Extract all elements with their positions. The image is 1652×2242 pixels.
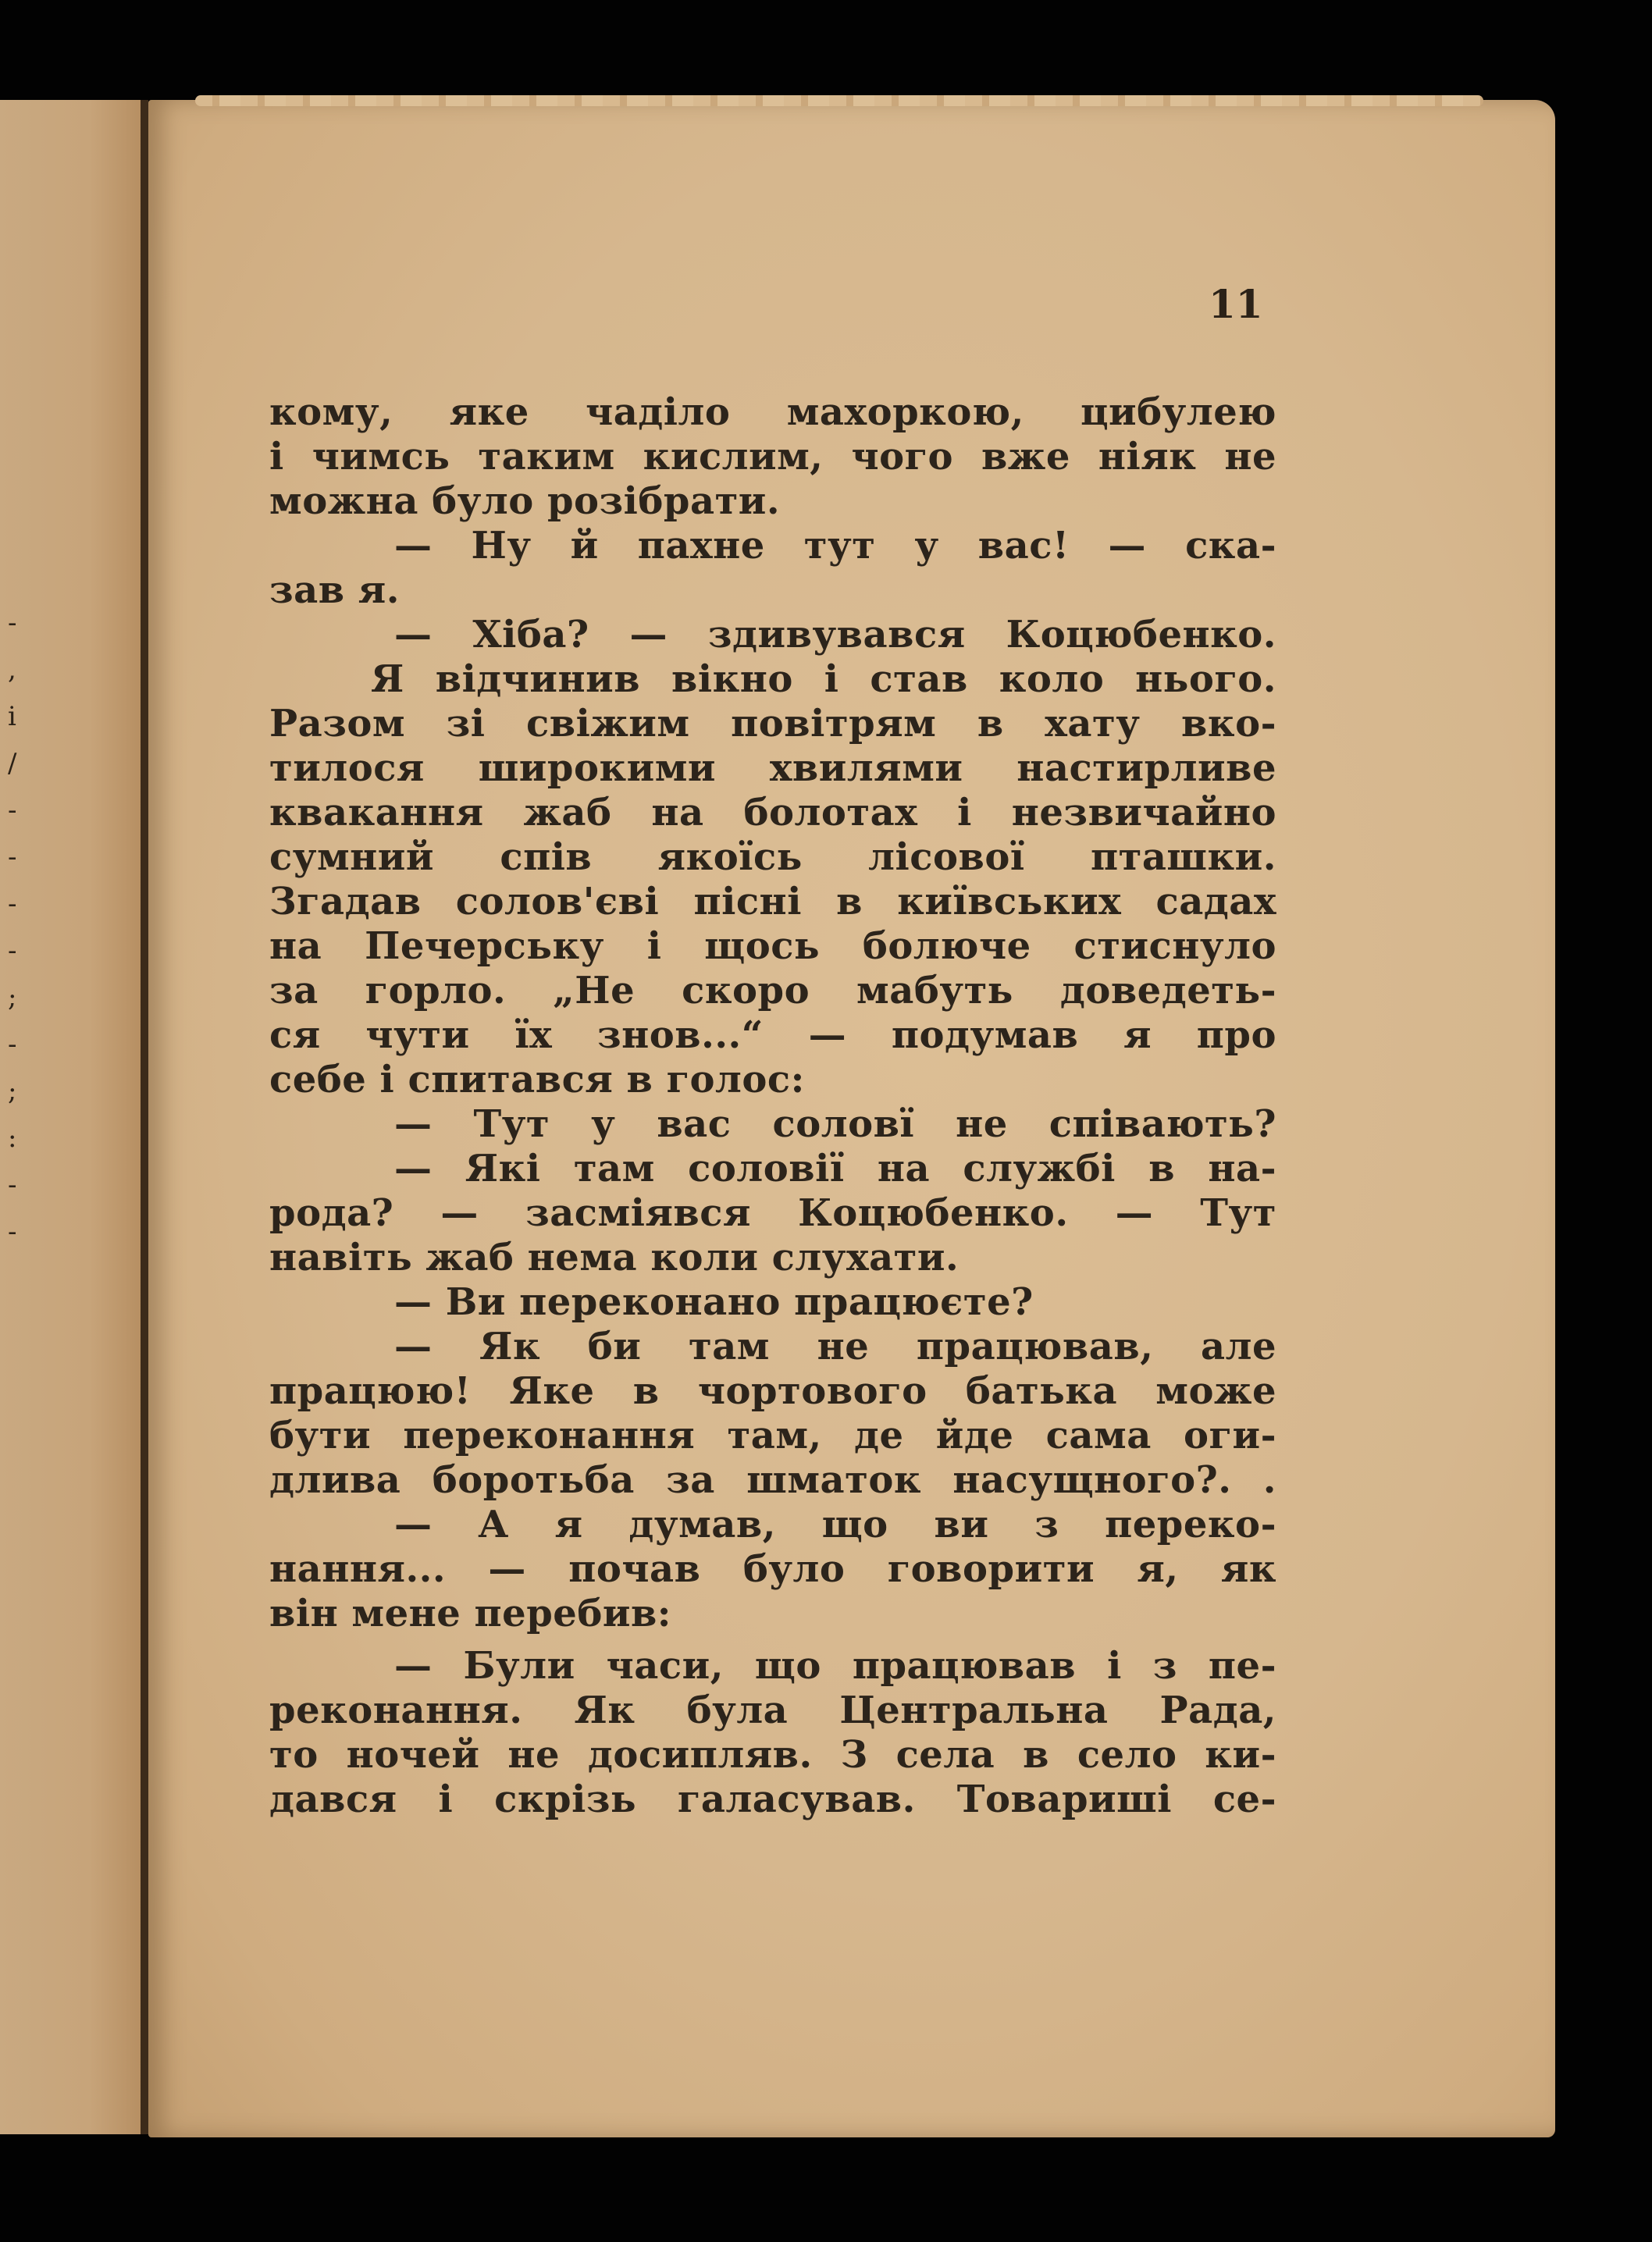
text-line: квакання жаб на болотах і незвичайно	[269, 791, 1276, 835]
previous-page-marks	[8, 600, 23, 1255]
text-line: на Печерську і щось болюче стиснуло	[269, 924, 1276, 968]
text-line: бути переконання там, де йде сама оги-	[269, 1414, 1276, 1457]
text-line: — А я думав, що ви з переко-	[394, 1503, 1276, 1546]
previous-page-mark: -	[8, 842, 17, 873]
text-line: — Ну й пахне тут у вас! — ска-	[394, 524, 1276, 568]
text-line: — Ви переконано працюєте?	[394, 1280, 1034, 1324]
text-line: навіть жаб нема коли слухати.	[269, 1236, 960, 1279]
previous-page-mark: -	[8, 607, 17, 639]
page-number: 11	[1209, 281, 1263, 327]
text-line: за горло. „Не скоро мабуть доведеть-	[269, 969, 1276, 1012]
text-line: — Як би там не працював, але	[394, 1325, 1276, 1368]
previous-page-mark: ,	[8, 654, 16, 685]
text-line: працюю! Яке в чортового батька може	[269, 1369, 1276, 1413]
previous-page-mark: -	[8, 795, 17, 826]
previous-page-mark: ;	[8, 982, 17, 1013]
text-line: він мене перебив:	[269, 1592, 672, 1635]
text-line: тилося широкими хвилями настирливе	[269, 746, 1276, 790]
text-line: можна було розібрати.	[269, 479, 781, 523]
text-line: — Хіба? — здивувався Коцюбенко.	[394, 613, 1276, 657]
previous-page-mark: -	[8, 1169, 17, 1201]
text-line: сумний спів якоїсь лісової пташки.	[269, 835, 1276, 879]
previous-page-mark: -	[8, 935, 17, 966]
text-line: ся чути їх знов...“ — подумав я про	[269, 1013, 1276, 1057]
text-line: нання... — почав було говорити я, як	[269, 1547, 1276, 1591]
previous-page-mark: -	[8, 888, 17, 920]
text-line: Я відчинив вікно і став коло нього.	[371, 657, 1276, 701]
text-line: Згадав солов'єві пісні в київських садах	[269, 880, 1276, 923]
text-line: себе і спитався в голос:	[269, 1058, 805, 1101]
previous-page-mark: :	[8, 1123, 17, 1154]
text-line: Разом зі свіжим повітрям в хату вко-	[269, 702, 1276, 746]
text-line: — Були часи, що працював і з пе-	[394, 1644, 1276, 1688]
text-line: длива боротьба за шматок насущного?. .	[269, 1458, 1276, 1502]
text-line: рода? — засміявся Коцюбенко. — Тут	[269, 1191, 1276, 1235]
text-line: дався і скрізь галасував. Товариші се-	[269, 1778, 1276, 1821]
text-line: — Які там соловії на службі в на-	[394, 1147, 1276, 1190]
previous-page-mark: /	[8, 748, 17, 779]
previous-page-edge	[0, 100, 148, 2134]
text-line: і чимсь таким кислим, чого вже ніяк не	[269, 435, 1276, 479]
page-body-text	[269, 390, 1276, 1822]
text-line: — Тут у вас соловї не співають?	[394, 1102, 1276, 1146]
previous-page-mark: -	[8, 1216, 17, 1247]
text-line: кому, яке чаділо махоркою, цибулею	[269, 390, 1276, 434]
text-line: зав я.	[269, 568, 400, 612]
previous-page-mark: ;	[8, 1076, 17, 1107]
previous-page-mark: -	[8, 1029, 17, 1060]
text-line: реконання. Як була Центральна Рада,	[269, 1689, 1276, 1732]
previous-page-mark: i	[8, 701, 16, 732]
text-line: то ночей не досипляв. З села в село ки-	[269, 1733, 1276, 1777]
